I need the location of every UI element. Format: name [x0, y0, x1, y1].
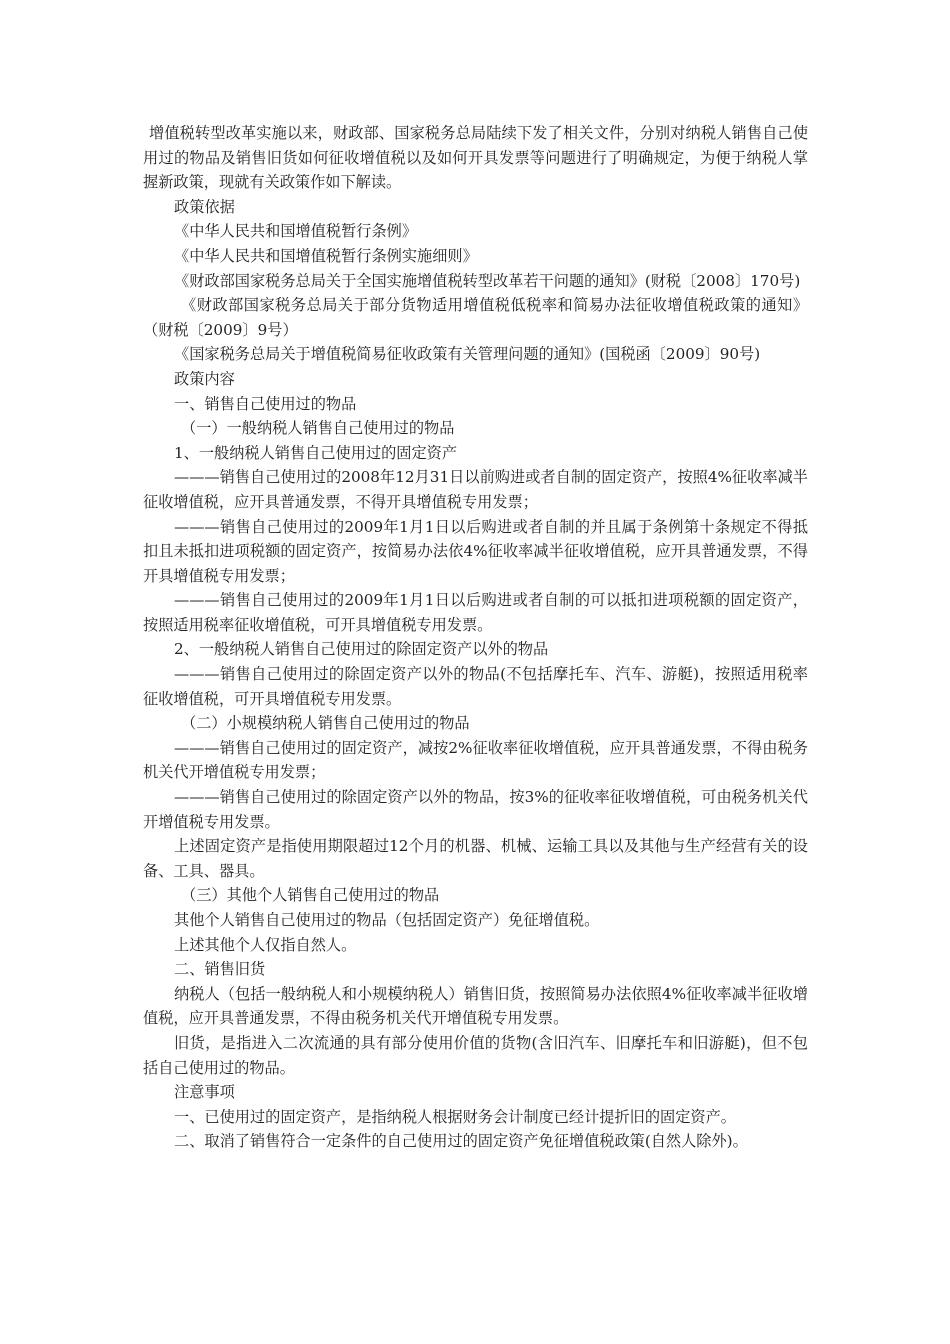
- subheading: （一）一般纳税人销售自己使用过的物品: [181, 419, 455, 438]
- body-paragraph: ———销售自己使用过的2009年1月1日以后购进或者自制的可以抵扣进项税额的固定资产，按照适用税率征收增值税，可开具增值税专用发票。: [143, 591, 808, 634]
- body-paragraph: 上述固定资产是指使用期限超过12个月的机器、机械、运输工具以及其他与生产经营有关的设备、工具、器具。: [143, 837, 808, 880]
- subheading: （三）其他个人销售自己使用过的物品: [181, 886, 440, 905]
- reference-item: 《中华人民共和国增值税暂行条例》: [174, 222, 417, 241]
- subheading: 二、销售旧货: [174, 960, 266, 979]
- body-paragraph: 纳税人（包括一般纳税人和小规模纳税人）销售旧货，按照简易办法依照4%征收率减半征收增值税，应开具普通发票，不得由税务机关代开增值税专用发票。: [143, 984, 808, 1028]
- section-heading-notes: 注意事项: [174, 1083, 235, 1102]
- note-item: 二、取消了销售符合一定条件的自己使用过的固定资产免征增值税政策(自然人除外)。: [174, 1132, 748, 1151]
- section-heading-policy-basis: 政策依据: [174, 197, 235, 216]
- body-paragraph: ———销售自己使用过的2008年12月31日以前购进或者自制的固定资产，按照4%征收率减半征收增值税，应开具普通发票，不得开具增值税专用发票；: [143, 468, 808, 511]
- subheading: 1、一般纳税人销售自己使用过的固定资产: [174, 443, 458, 462]
- subheading: 2、一般纳税人销售自己使用过的除固定资产以外的物品: [174, 640, 549, 659]
- subheading: 一、销售自己使用过的物品: [174, 394, 357, 413]
- reference-item: 《国家税务总局关于增值税简易征收政策有关管理问题的通知》(国税函〔2009〕90号): [174, 345, 761, 364]
- section-heading-policy-content: 政策内容: [174, 369, 235, 388]
- body-paragraph: ———销售自己使用过的2009年1月1日以后购进或者自制的并且属于条例第十条规定不得抵扣且未抵扣进项税额的固定资产，按简易办法依4%征收率减半征收增值税，应开具普通发票，不得开具增值税专用发票；: [143, 517, 808, 585]
- body-paragraph: ———销售自己使用过的固定资产，减按2%征收率征收增值税，应开具普通发票，不得由税务机关代开增值税专用发票；: [143, 738, 808, 782]
- body-paragraph: 上述其他个人仅指自然人。: [174, 935, 357, 954]
- body-paragraph: 旧货，是指进入二次流通的具有部分使用价值的货物(含旧汽车、旧摩托车和旧游艇)，但不包括自己使用过的物品。: [143, 1033, 808, 1077]
- note-item: 一、已使用过的固定资产，是指纳税人根据财务会计制度已经计提折旧的固定资产。: [174, 1107, 736, 1126]
- reference-item: 《中华人民共和国增值税暂行条例实施细则》: [174, 246, 478, 265]
- subheading: （二）小规模纳税人销售自己使用过的物品: [181, 714, 470, 733]
- intro-paragraph: 增值税转型改革实施以来，财政部、国家税务总局陆续下发了相关文件，分别对纳税人销售自己使用过的物品及销售旧货如何征收增值税以及如何开具发票等问题进行了明确规定，为便于纳税人掌握新政策，现就有关政策作如下解读。: [143, 124, 808, 192]
- body-paragraph: ———销售自己使用过的除固定资产以外的物品(不包括摩托车、汽车、游艇)，按照适用税率征收增值税，可开具增值税专用发票。: [143, 665, 808, 708]
- document-page: [143, 121, 808, 1154]
- body-paragraph: 其他个人销售自己使用过的物品（包括固定资产）免征增值税。: [174, 911, 600, 929]
- reference-item: 《财政部国家税务总局关于部分货物适用增值税低税率和简易办法征收增值税政策的通知》（财税〔2009〕9号）: [143, 296, 808, 339]
- body-paragraph: ———销售自己使用过的除固定资产以外的物品，按3%的征收率征收增值税，可由税务机关代开增值税专用发票。: [143, 788, 808, 831]
- reference-item: 《财政部国家税务总局关于全国实施增值税转型改革若干问题的通知》(财税〔2008〕170号): [174, 271, 801, 290]
